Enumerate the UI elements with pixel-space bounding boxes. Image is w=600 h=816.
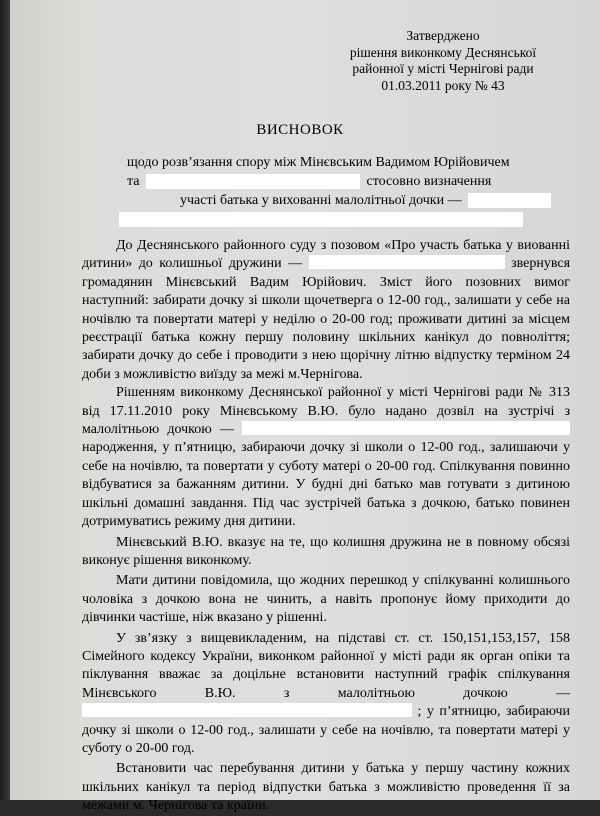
paragraph	[82, 760, 570, 815]
redaction-mark	[468, 193, 551, 208]
subject-line-4	[119, 210, 600, 229]
approval-line-4: 01.03.2011 року № 43	[381, 77, 505, 93]
paragraph-text: Встановити час перебування дитини у батька у першу частину кожних шкільних канікул та період відпустки батька з можливістю проведення її за межами м. Чернігова та країни.	[82, 761, 570, 814]
subject-line-2-prefix: та	[127, 174, 140, 189]
subject-line-1: щодо розв’язання спору між Мінєвським Вадимом Юрійовичем	[127, 155, 510, 170]
document-body	[82, 237, 570, 816]
paragraph-text: Рішенням виконкому Деснянської районної у місті Чернігові ради № 313 від 17.11.2010 року Мінєвському В.Ю. було надано дозвіл на зустрічі з малолітньою дочкою —	[82, 385, 570, 438]
paragraph-text: народження, у п’ятницю, забираючи дочку зі школи о 12-00 год., залишаючи у себе на ночівлю, та повертати у суботу матері о 20-00 год. Спілкування повинно відбуватися за бажанням дитини. У будні дні батько мав готувати з дитиною шкільні домашні завдання. Під час зустрічей батька з дочкою, батько повинен дотримуватись режиму дня дитини.	[82, 440, 570, 530]
redaction-mark	[242, 421, 570, 435]
document-subject	[0, 153, 600, 229]
paragraph-text: звернувся громадянин Мінєвський Вадим Юрійович. Зміст його позовних вимог наступний: забирати дочку зі школи щочетверга о 12-00 год., залишати у себе на ночівлю та повертати матері у неділю о 20-00 год; проживати дитині за місцем реєстрації батька кожну першу половину шкільних канікул до повноліття; забирати дочку до себе і проводити з нею щорічну літню відпустку терміном 24 доби з можливістю виїзду за межі м.Чернігова.	[82, 256, 571, 382]
approval-line-2: рішення виконкому Деснянської	[349, 44, 537, 60]
paragraph	[82, 572, 570, 627]
approval-line-3: районної у місті Чернігові ради	[352, 61, 534, 76]
redaction-mark	[309, 255, 505, 269]
paragraph	[82, 237, 570, 384]
document-title: ВИСНОВОК	[256, 122, 344, 138]
redaction-mark	[119, 212, 523, 227]
approval-stamp	[343, 28, 543, 94]
paragraph-text: ; у п’ятницю, забираючи дочку зі школи о 12-00 год., залишати у себе на ночівлю, та повертати матері у суботу о 20-00 год.	[82, 704, 570, 756]
paragraph-text: Мати дитини повідомила, що жодних перешкод у спілкуванні колишнього чоловіка з дочкою вона не чинить, а навіть пропонує йому приходити до дівчинки частіше, ніж вказано у рішенні.	[82, 573, 570, 626]
subject-line-2	[127, 172, 600, 191]
paragraph-text: До Деснянського районного суду з позовом «Про участь батька у виованні дитини» до колишньої дружини —	[82, 238, 570, 272]
scan-edge	[0, 0, 10, 800]
approval-line-1: Затверджено	[406, 28, 480, 43]
paragraph-text: У зв’язку з вищевикладеним, на підставі ст. ст. 150,151,153,157, 158 Сімейного кодексу України, виконком районної у місті ради як орган опіки та піклування вважає за доцільне встановити наступний графік спілкування Мінєвського В.Ю. з малолітньою дочкою —	[82, 630, 570, 701]
redaction-mark	[146, 174, 360, 189]
subject-line-3	[180, 191, 600, 210]
paragraph-text: Мінєвський В.Ю. вказує на те, що колишня дружина не в повному обсязі виконує рішення виконкому.	[82, 534, 570, 568]
redaction-mark	[82, 703, 412, 717]
subject-line-2-suffix: стосовно визначення	[366, 174, 492, 189]
paragraph	[82, 630, 570, 759]
paragraph	[82, 384, 570, 531]
paragraph	[82, 534, 570, 571]
subject-line-3-text: участі батька у вихованні малолітньої дочки —	[180, 193, 462, 208]
